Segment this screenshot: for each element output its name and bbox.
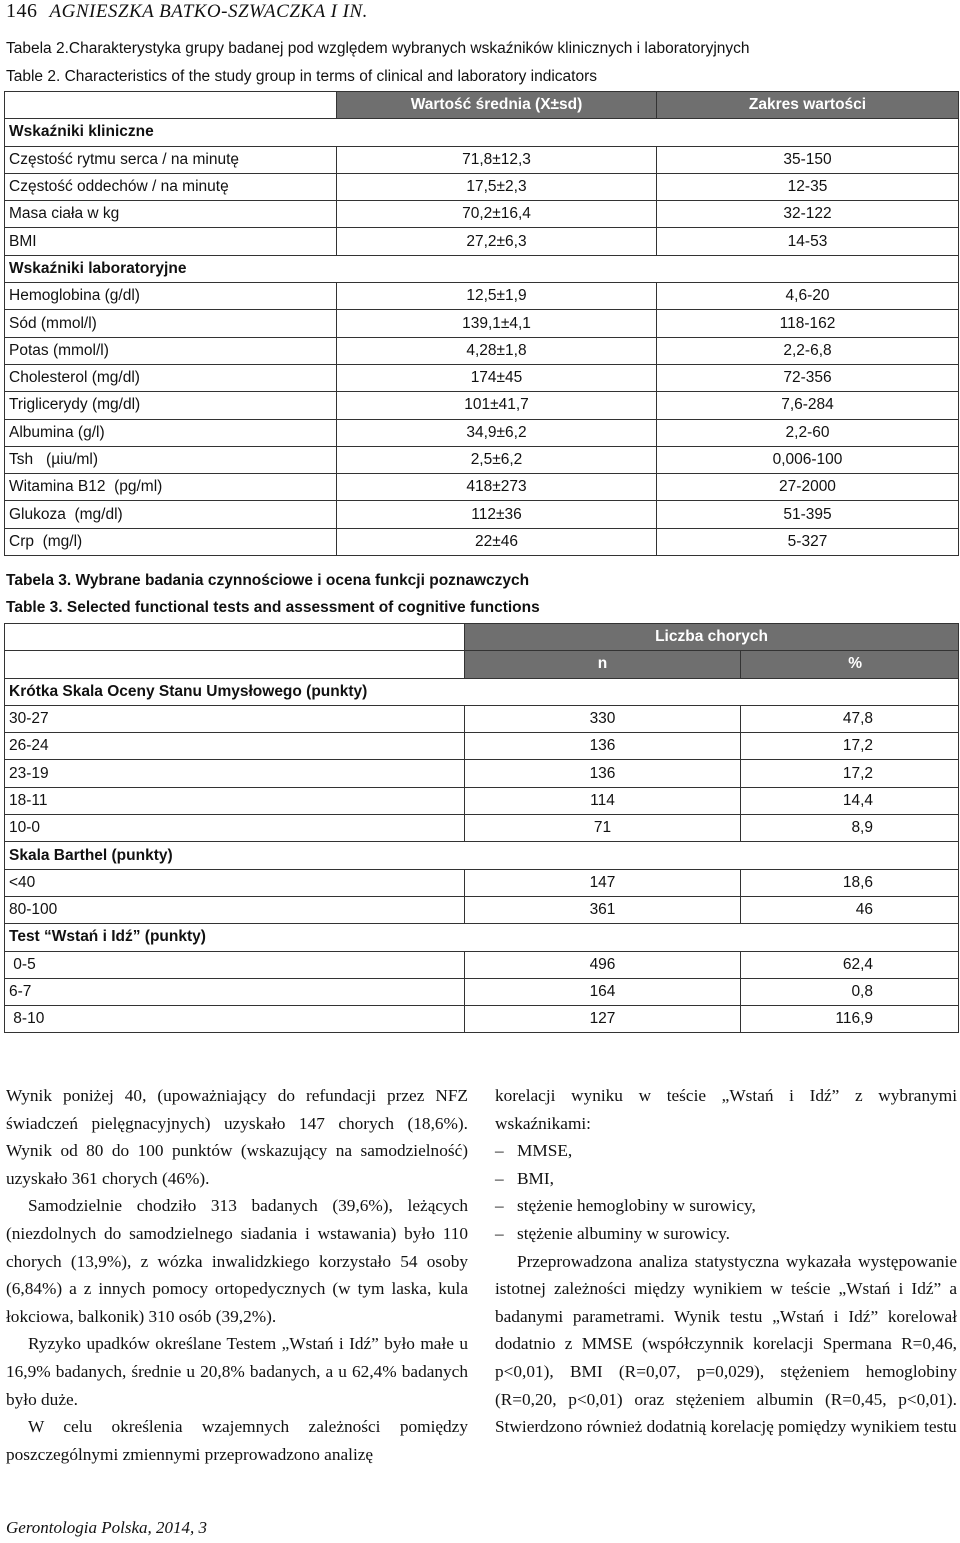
table2 [4, 91, 959, 556]
row-value: 14-53 [657, 228, 959, 255]
table-row [5, 228, 959, 255]
row-value: 27,2±6,3 [337, 228, 657, 255]
row-value: 71 [465, 815, 741, 842]
row-label: 23-19 [5, 760, 465, 787]
table3 [4, 623, 959, 1033]
row-label: Częstość oddechów / na minutę [5, 173, 337, 200]
section-label: Wskaźniki laboratoryjne [5, 255, 959, 282]
row-value: 2,5±6,2 [337, 446, 657, 473]
column-header-mean: Wartość średnia (X±sd) [337, 92, 657, 119]
mmse-rows [5, 705, 959, 841]
row-value: 112±36 [337, 501, 657, 528]
row-value: 12-35 [657, 173, 959, 200]
row-value: 114 [465, 787, 741, 814]
table-row [5, 869, 959, 896]
row-value: 0,006-100 [657, 446, 959, 473]
row-value: 101±41,7 [337, 392, 657, 419]
header-empty-cell [5, 92, 337, 119]
list-item-text: stężenie albuminy w surowicy. [517, 1223, 730, 1243]
table-row [5, 760, 959, 787]
table-row [5, 501, 959, 528]
tug-rows [5, 951, 959, 1033]
table-row [5, 201, 959, 228]
row-label: Albumina (g/l) [5, 419, 337, 446]
row-label: Tsh (µiu/ml) [5, 446, 337, 473]
row-value: 12,5±1,9 [337, 283, 657, 310]
table-row [5, 978, 959, 1005]
row-value: 2,2-60 [657, 419, 959, 446]
column-header-group: Liczba chorych [465, 624, 959, 651]
table-row [5, 364, 959, 391]
paragraph: Przeprowadzona analiza statystyczna wykazała występowanie istotnej zależności między wynikiem w teście „Wstań i Idź” a badanymi parametrami. Wynik testu „Wstań i Idź” korelował dodatnio z MMSE (współczynnik korelacji Spermana R=0,46, p<0,01), BMI (R=0,07, p=0,029), stężeniem hemoglobiny (R=0,20, p<0,01) oraz stężeniem albumin (R=0,45, p<0,01). Stwierdzono również dodatnią korelację pomiędzy wynikiem testu [495, 1251, 957, 1437]
table-row [5, 733, 959, 760]
row-value: 164 [465, 978, 741, 1005]
row-value: 22±46 [337, 528, 657, 555]
row-value: 35-150 [657, 146, 959, 173]
table-row [5, 392, 959, 419]
row-label: Masa ciała w kg [5, 201, 337, 228]
list-item [495, 1220, 957, 1248]
paragraph: Ryzyko upadków określane Testem „Wstań i Idź” było małe u 16,9% badanych, średnie u 20,8% badanych, a u 62,4% badanych było duże. [6, 1334, 468, 1409]
body-column-left [6, 1082, 468, 1468]
row-value: 51-395 [657, 501, 959, 528]
row-value: 174±45 [337, 364, 657, 391]
table-row [5, 419, 959, 446]
row-value: 118-162 [657, 310, 959, 337]
row-value: 71,8±12,3 [337, 146, 657, 173]
running-header [6, 0, 368, 23]
section-label: Skala Barthel (punkty) [5, 842, 959, 869]
row-label: Potas (mmol/l) [5, 337, 337, 364]
page-number: 146 [6, 0, 38, 22]
row-value: 361 [465, 896, 741, 923]
row-value: 127 [465, 1006, 741, 1033]
table3-caption-pl: Tabela 3. Wybrane badania czynnościowe i ocena funkcji poznawczych [6, 572, 530, 589]
row-value: 4,6-20 [657, 283, 959, 310]
running-authors: AGNIESZKA BATKO-SZWACZKA I IN. [49, 1, 368, 22]
table-row [5, 146, 959, 173]
row-label: 26-24 [5, 733, 465, 760]
row-label: 80-100 [5, 896, 465, 923]
table-row [5, 283, 959, 310]
row-value: 14,4 [741, 787, 959, 814]
section-row-tug [5, 924, 959, 951]
row-value: 2,2-6,8 [657, 337, 959, 364]
row-value: 5-327 [657, 528, 959, 555]
row-value: 136 [465, 760, 741, 787]
row-value: 139,1±4,1 [337, 310, 657, 337]
row-label: 0-5 [5, 951, 465, 978]
row-value: 34,9±6,2 [337, 419, 657, 446]
header-empty-cell [5, 624, 465, 651]
barthel-rows [5, 869, 959, 924]
row-value: 72-356 [657, 364, 959, 391]
row-value: 70,2±16,4 [337, 201, 657, 228]
indicator-list [495, 1137, 957, 1247]
paragraph: W celu określenia wzajemnych zależności pomiędzy poszczególnymi zmiennymi przeprowadzono analizę [6, 1417, 468, 1464]
row-label: Cholesterol (mg/dl) [5, 364, 337, 391]
paragraph: Samodzielnie chodziło 313 badanych (39,6%), leżących (niezdolnych do samodzielnego siadania i wstawania) było 110 chorych (13,9%), z wózka inwalidzkiego korzystało 54 osoby (6,84%) a z innych pomocy ortopedycznych (w tym laska, kula łokciowa, balkonik) 310 osób (39,2%). [6, 1196, 468, 1326]
list-dash: – [495, 1223, 504, 1243]
row-label: Hemoglobina (g/dl) [5, 283, 337, 310]
section-row-barthel [5, 842, 959, 869]
table-row [5, 446, 959, 473]
row-value: 27-2000 [657, 474, 959, 501]
row-value: 17,2 [741, 760, 959, 787]
list-item [495, 1192, 957, 1220]
list-item-text: BMI, [517, 1168, 554, 1188]
list-item-text: stężenie hemoglobiny w surowicy, [517, 1196, 756, 1216]
list-item-text: MMSE, [517, 1141, 573, 1161]
list-dash: – [495, 1141, 504, 1161]
row-value: 8,9 [741, 815, 959, 842]
list-item [495, 1165, 957, 1193]
list-item [495, 1137, 957, 1165]
row-label: Sód (mmol/l) [5, 310, 337, 337]
row-label: Glukoza (mg/dl) [5, 501, 337, 528]
list-dash: – [495, 1196, 504, 1216]
row-value: 32-122 [657, 201, 959, 228]
body-column-right [495, 1082, 957, 1441]
row-value: 7,6-284 [657, 392, 959, 419]
column-header-range: Zakres wartości [657, 92, 959, 119]
row-value: 18,6 [741, 869, 959, 896]
row-label: 6-7 [5, 978, 465, 1005]
row-label: Triglicerydy (mg/dl) [5, 392, 337, 419]
table-row [5, 310, 959, 337]
section-row-mmse [5, 678, 959, 705]
table2-header-row [5, 92, 959, 119]
row-value: 62,4 [741, 951, 959, 978]
table-row [5, 815, 959, 842]
header-empty-cell [5, 651, 465, 678]
clinical-rows [5, 146, 959, 255]
list-dash: – [495, 1168, 504, 1188]
row-label: Crp (mg/l) [5, 528, 337, 555]
table3-header-row-2 [5, 651, 959, 678]
paragraph: korelacji wyniku w teście „Wstań i Idź” z wybranymi wskaźnikami: [495, 1086, 957, 1133]
row-label: BMI [5, 228, 337, 255]
table-row [5, 896, 959, 923]
table-row [5, 173, 959, 200]
row-value: 46 [741, 896, 959, 923]
row-value: 136 [465, 733, 741, 760]
table-row [5, 951, 959, 978]
table-row [5, 1006, 959, 1033]
table-row [5, 337, 959, 364]
column-header-percent: % [741, 651, 959, 678]
section-label: Krótka Skala Oceny Stanu Umysłowego (punkty) [5, 678, 959, 705]
section-label: Test “Wstań i Idź” (punkty) [5, 924, 959, 951]
row-value: 17,2 [741, 733, 959, 760]
row-label: Częstość rytmu serca / na minutę [5, 146, 337, 173]
section-label: Wskaźniki kliniczne [5, 119, 959, 146]
table2-caption-pl: Tabela 2.Charakterystyka grupy badanej pod względem wybranych wskaźników klinicznych i laboratoryjnych [6, 40, 750, 57]
lab-rows [5, 283, 959, 556]
row-label: 8-10 [5, 1006, 465, 1033]
table-row [5, 787, 959, 814]
table-row [5, 528, 959, 555]
row-value: 47,8 [741, 705, 959, 732]
column-header-n: n [465, 651, 741, 678]
section-row-clinical [5, 119, 959, 146]
row-value: 418±273 [337, 474, 657, 501]
table2-caption-en: Table 2. Characteristics of the study group in terms of clinical and laboratory indicators [6, 68, 598, 85]
paragraph: Wynik poniżej 40, (upoważniający do refundacji przez NFZ świadczeń pielęgnacyjnych) uzyskało 147 chorych (18,6%). Wynik od 80 do 100 punktów (wskazujący na samodzielność) uzyskało 361 chorych (46%). [6, 1086, 468, 1188]
row-value: 4,28±1,8 [337, 337, 657, 364]
journal-footer: Gerontologia Polska, 2014, 3 [6, 1518, 207, 1537]
row-label: <40 [5, 869, 465, 896]
section-row-lab [5, 255, 959, 282]
row-label: 18-11 [5, 787, 465, 814]
row-value: 330 [465, 705, 741, 732]
table3-header-row-1 [5, 624, 959, 651]
table-row [5, 474, 959, 501]
row-value: 496 [465, 951, 741, 978]
row-label: 30-27 [5, 705, 465, 732]
row-label: 10-0 [5, 815, 465, 842]
row-value: 116,9 [741, 1006, 959, 1033]
table3-caption-en: Table 3. Selected functional tests and assessment of cognitive functions [6, 599, 540, 616]
row-value: 147 [465, 869, 741, 896]
row-value: 17,5±2,3 [337, 173, 657, 200]
row-label: Witamina B12 (pg/ml) [5, 474, 337, 501]
row-value: 0,8 [741, 978, 959, 1005]
table-row [5, 705, 959, 732]
